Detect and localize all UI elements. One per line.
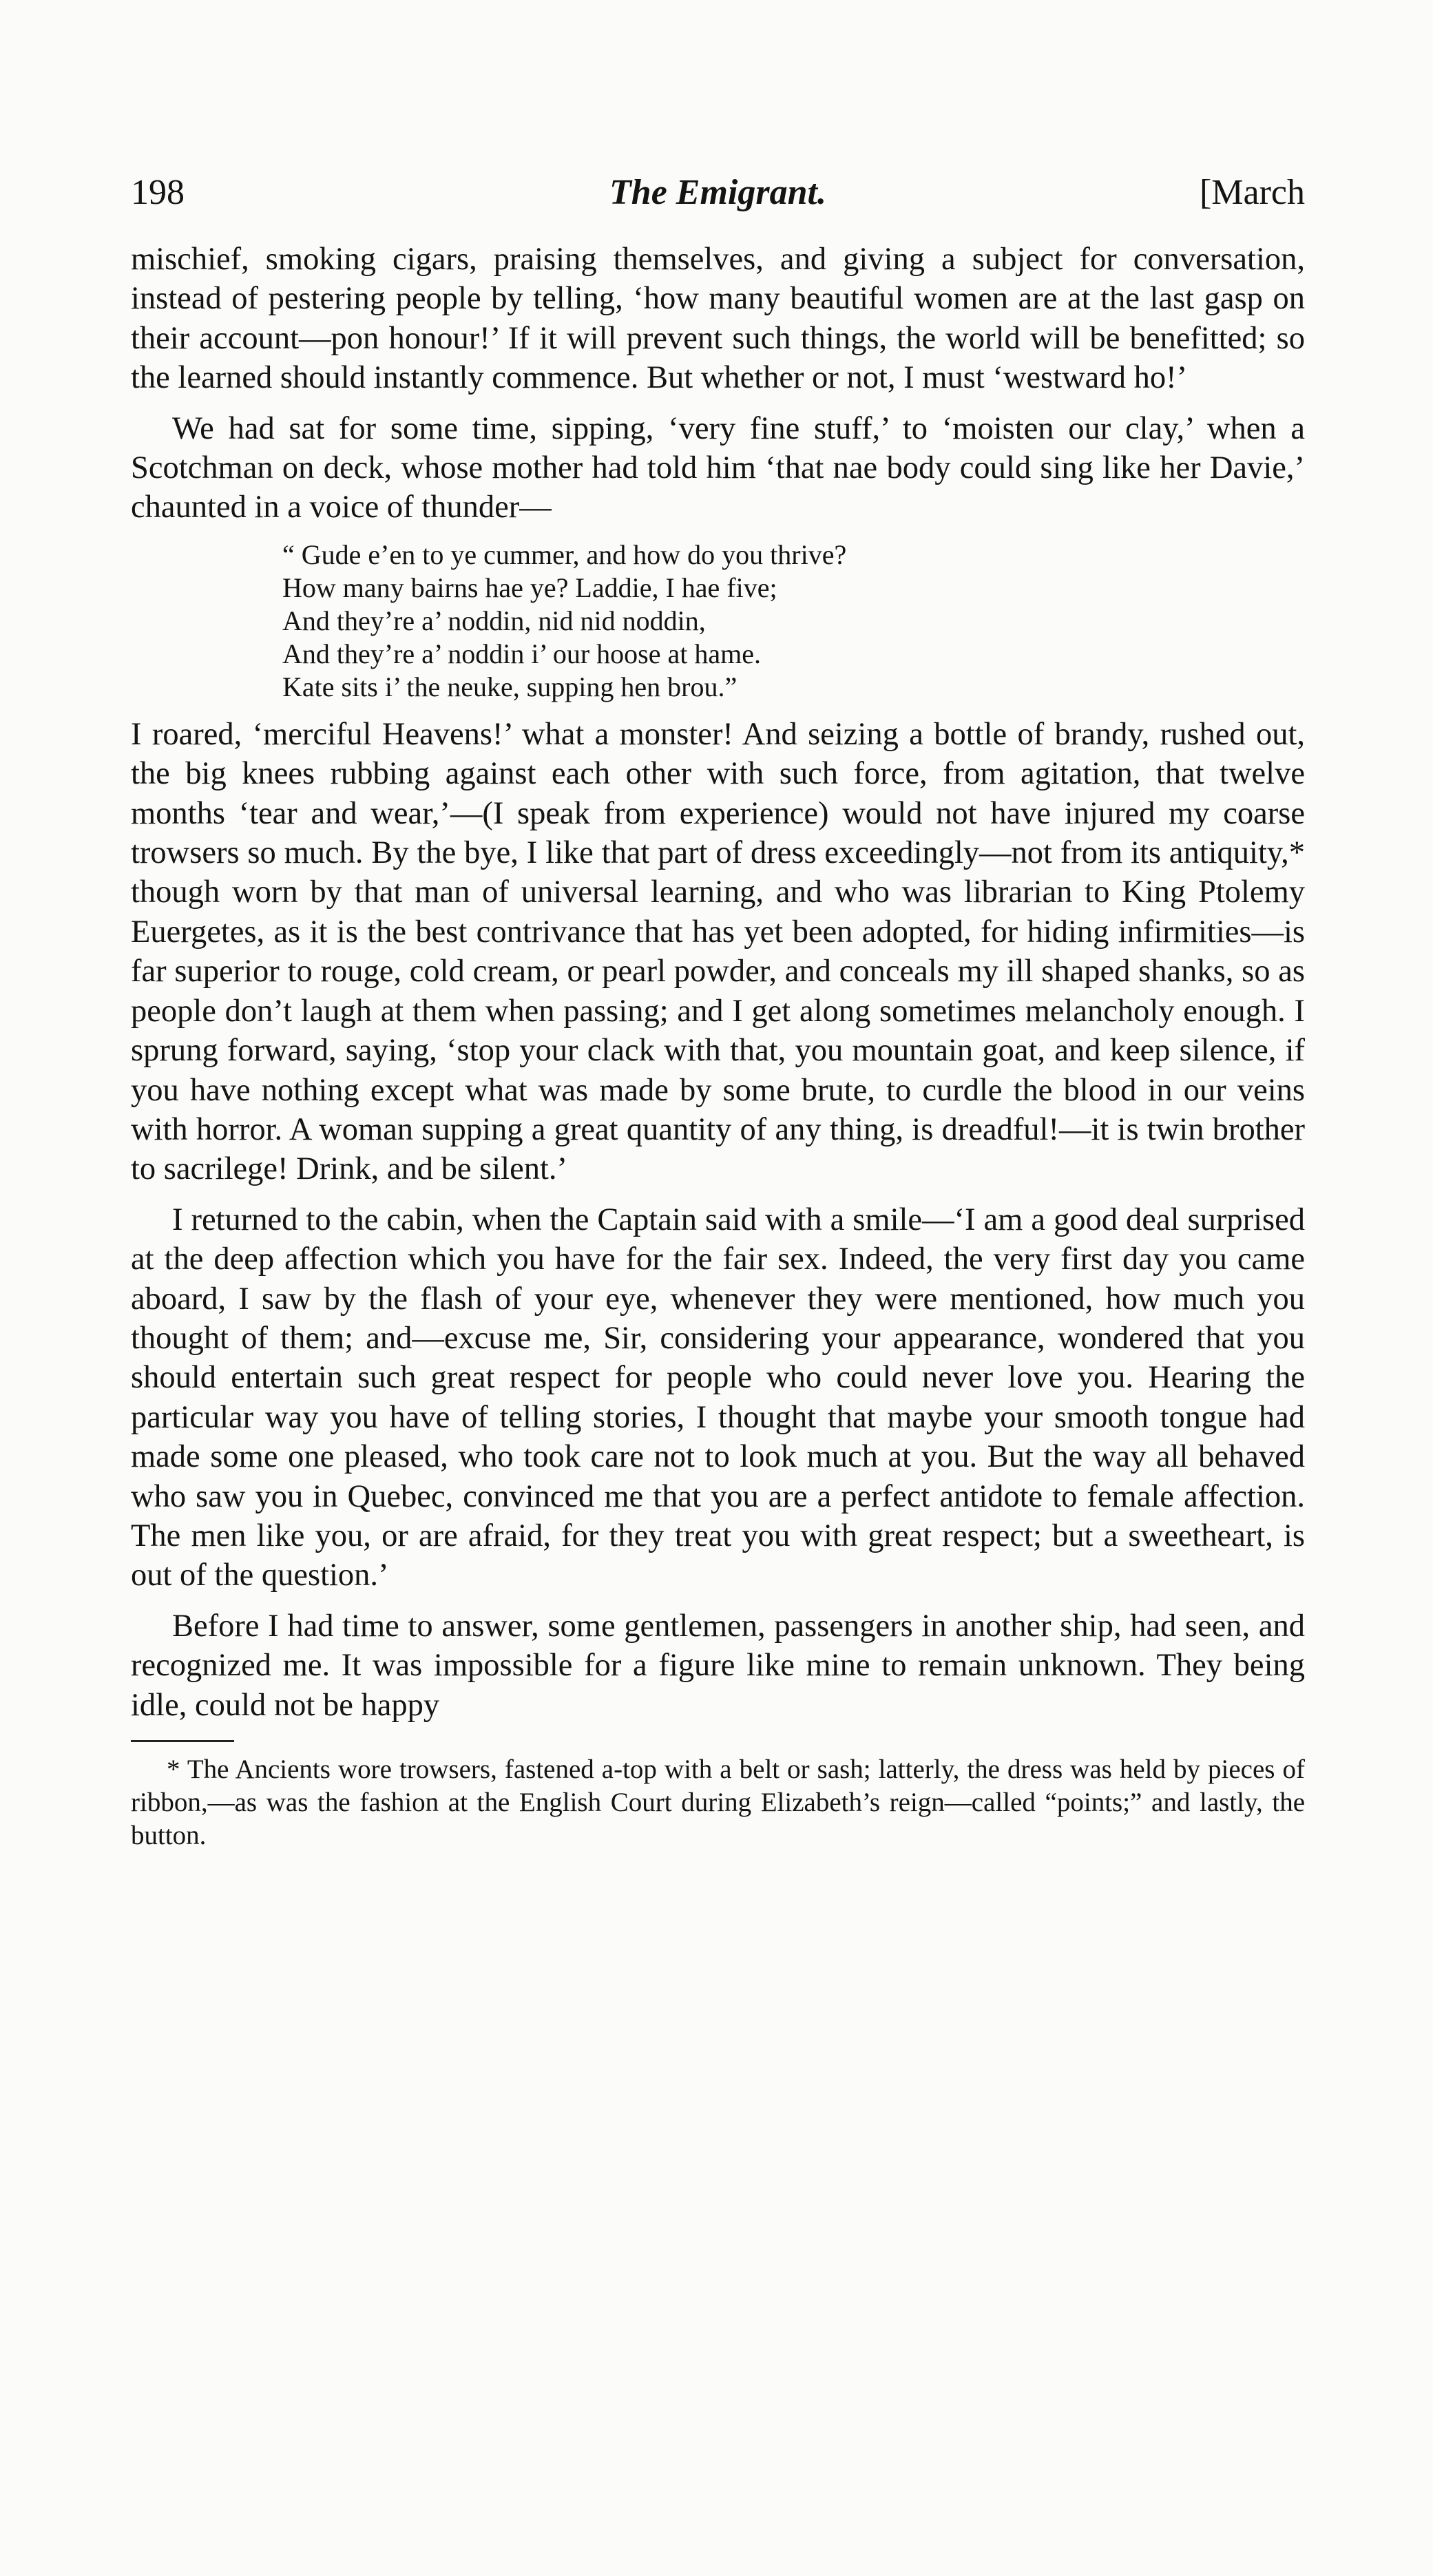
verse-line: “ Gude e’en to ye cummer, and how do you thrive? — [282, 538, 847, 570]
footnote: * The Ancients wore trowsers, fastened a-top with a belt or sash; latterly, the dress was held by pieces of ribbon,—as was the fashion at the English Court during Elizabeth’s reign—called “points;” and lastly, the button. — [131, 1755, 1305, 1850]
page-number: 198 — [131, 173, 185, 212]
verse-line: And they’re a’ noddin i’ our hoose at hame. — [282, 638, 761, 669]
verse-line: And they’re a’ noddin, nid nid noddin, — [282, 605, 706, 636]
page-header — [131, 172, 1305, 227]
running-month: [March — [1199, 173, 1305, 212]
footnote-divider — [131, 1740, 234, 1742]
verse-line: How many bairns hae ye? Laddie, I hae five; — [282, 572, 777, 603]
paragraph-before-answer: Before I had time to answer, some gentlemen, passengers in another ship, had seen, and recognized me. It was impossible for a figure like mine to remain unknown. They being idle, could not be happy — [131, 1608, 1305, 1723]
paragraph-continued: mischief, smoking cigars, praising themselves, and giving a subject for conversation, instead of pestering people by telling, ‘how many beautiful women are at the last gasp on their account—pon honour!’ If it will prevent such things, the world will be benefitted; so the learned should instantly commence. But whether or not, I must ‘westward ho!’ — [131, 242, 1305, 396]
page-body — [131, 240, 1305, 1852]
running-title: The Emigrant. — [609, 173, 826, 212]
paragraph-captain: I returned to the cabin, when the Captain said with a smile—‘I am a good deal surprised at the deep affection which you have for the fair sex. Indeed, the very first day you came aboard, I saw by the flash of your eye, whenever they were mentioned, how much you thought of them; and—excuse me, Sir, considering your appearance, wondered that you should entertain such great respect for people who could never love you. Hearing the particular way you have of telling stories, I thought that maybe your smooth tongue had made some one pleased, who took care not to look much at you. But the way all behaved who saw you in Quebec, convinced me that you are a perfect antidote to female affection. The men like you, or are afraid, for they treat you with great respect; but a sweetheart, is out of the question.’ — [131, 1202, 1305, 1593]
verse-line: Kate sits i’ the neuke, supping hen brou.” — [282, 671, 738, 702]
paragraph-roared: I roared, ‘merciful Heavens!’ what a monster! And seizing a bottle of brandy, rushed out, the big knees rubbing against each other with such force, from agitation, that twelve months ‘tear and wear,’—(I speak from experience) would not have injured my coarse trowsers so much. By the bye, I like that part of dress exceedingly—not from its antiquity,* though worn by that man of universal learning, and who was librarian to King Ptolemy Euergetes, as it is the best contrivance that has yet been adopted, for hiding infirmities—is far superior to rouge, cold cream, or pearl powder, and conceals my ill shaped shanks, so as people don’t laugh at them when passing; and I get along sometimes melancholy enough. I sprung forward, saying, ‘stop your clack with that, you mountain goat, and keep silence, if you have nothing except what was made by some brute, to curdle the blood in our veins with horror. A woman supping a great quantity of any thing, is dreadful!—it is twin brother to sacrilege! Drink, and be silent.’ — [131, 716, 1305, 1187]
verse-block — [282, 538, 1305, 704]
paragraph-scotchman: We had sat for some time, sipping, ‘very fine stuff,’ to ‘moisten our clay,’ when a Scotchman on deck, whose mother had told him ‘that nae body could sing like her Davie,’ chaunted in a voice of thunder— — [131, 410, 1305, 525]
